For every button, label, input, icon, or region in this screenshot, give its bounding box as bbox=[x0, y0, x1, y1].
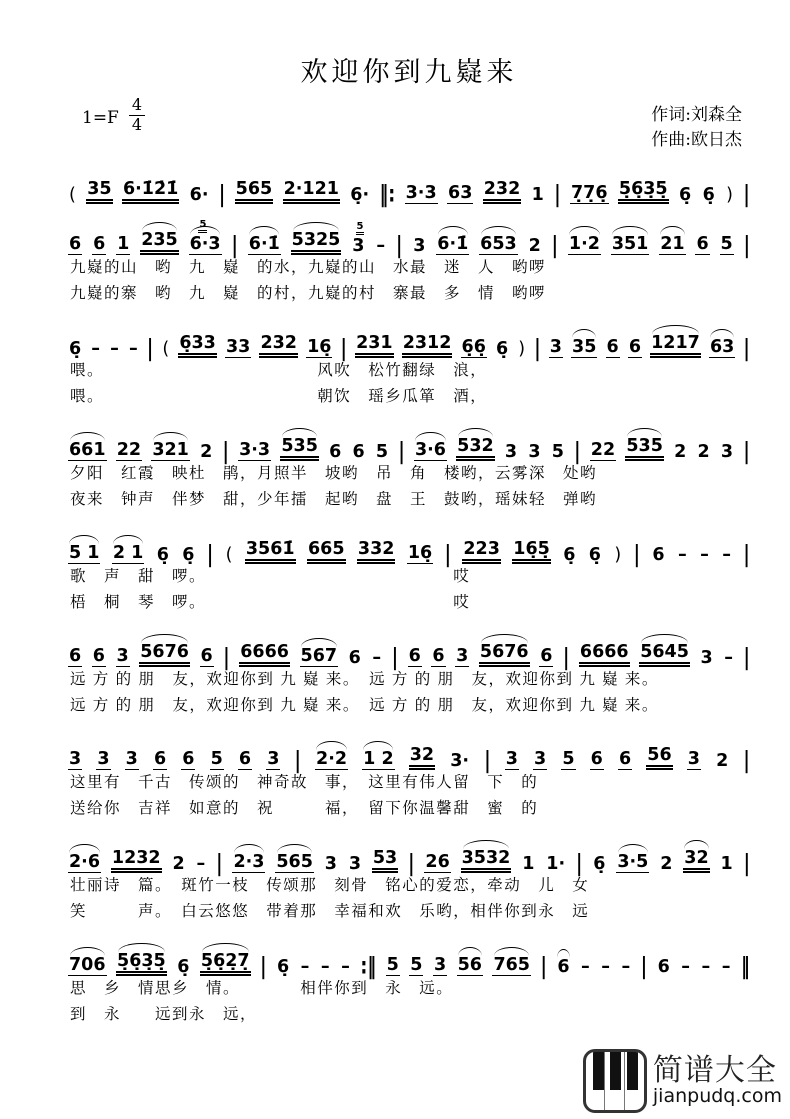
barline: | bbox=[294, 747, 301, 774]
site-watermark bbox=[583, 1049, 782, 1113]
music-system-7 bbox=[68, 832, 750, 925]
slur-icon bbox=[569, 226, 599, 235]
paren: ) bbox=[726, 184, 733, 205]
note-token: 32 bbox=[409, 746, 435, 770]
note-token: 6̣ bbox=[593, 853, 606, 874]
note-token: 6 bbox=[238, 748, 252, 769]
note-token: 1 bbox=[720, 853, 733, 874]
note-token: 16̣ bbox=[307, 336, 332, 357]
barline: | bbox=[484, 747, 491, 774]
paren: ) bbox=[518, 338, 526, 359]
note-token: 3 bbox=[433, 954, 447, 975]
slur-icon bbox=[652, 325, 699, 334]
note-token: 6 bbox=[182, 748, 195, 769]
note-token: 1 2 bbox=[362, 750, 394, 770]
note-token: 6 bbox=[408, 645, 421, 666]
note-token: 3 bbox=[125, 748, 138, 769]
barline: ‖ bbox=[741, 953, 750, 980]
note-token: 6 bbox=[69, 233, 82, 254]
meter-denominator: 4 bbox=[131, 114, 143, 134]
note-token: 1 bbox=[522, 853, 535, 874]
note-token: 2·2 bbox=[315, 750, 348, 770]
dash-beat: – bbox=[372, 647, 382, 668]
note-token: 1217 bbox=[650, 334, 701, 358]
note-token: 6 bbox=[153, 748, 167, 769]
note-token: 6 bbox=[329, 441, 342, 462]
lyricist-credit: 作词:刘森全 bbox=[651, 105, 742, 125]
note-token: 565 bbox=[275, 853, 314, 873]
note-token: 5̣6̣2̣7̣ bbox=[200, 952, 251, 976]
slur-icon bbox=[463, 840, 510, 849]
note-token: 6 bbox=[556, 958, 570, 976]
music-system-4 bbox=[68, 523, 750, 616]
note-token: 2 bbox=[528, 235, 541, 256]
note-token: 2 bbox=[172, 853, 185, 874]
notes-row bbox=[68, 935, 750, 980]
note-token: 63 bbox=[448, 182, 473, 203]
note-token: 35 bbox=[571, 338, 597, 358]
note-token: 5̣6̣3̣5̣ bbox=[116, 952, 167, 976]
barline: | bbox=[408, 850, 415, 877]
note-token: 6 bbox=[606, 336, 619, 357]
dash-beat: – bbox=[700, 544, 709, 565]
note-token: 2·3 bbox=[232, 853, 265, 873]
dash-beat: – bbox=[677, 544, 687, 565]
note-token: 26 bbox=[425, 851, 450, 872]
note-token: 765 bbox=[492, 956, 531, 976]
barline: | bbox=[540, 953, 547, 980]
dash-beat: – bbox=[721, 956, 731, 977]
barline: | bbox=[218, 181, 226, 208]
note-token: 3561̇ bbox=[245, 540, 296, 564]
dash-beat: – bbox=[724, 647, 733, 668]
dash-beat: – bbox=[681, 956, 691, 977]
slur-icon bbox=[301, 638, 336, 647]
note-token: 2·6 bbox=[68, 853, 101, 873]
note-token: 3·6 bbox=[414, 441, 447, 461]
dash-beat: – bbox=[601, 956, 611, 977]
barline: | bbox=[743, 747, 750, 774]
note-token: 6·3 5 bbox=[189, 218, 221, 254]
note-token: 6 bbox=[618, 748, 632, 769]
note-token: 6 bbox=[657, 956, 670, 977]
slur-icon bbox=[438, 226, 468, 235]
note-token: 351 bbox=[611, 235, 650, 255]
barline: | bbox=[562, 644, 570, 671]
barline: | bbox=[223, 644, 230, 671]
note-token: 3 bbox=[456, 645, 469, 666]
slur-icon bbox=[710, 329, 734, 338]
note-token: 3 bbox=[528, 441, 541, 462]
music-system-0 bbox=[68, 163, 750, 208]
notes-row bbox=[68, 523, 750, 568]
note-token: 3· bbox=[450, 750, 470, 771]
note-token: 6̣ bbox=[679, 184, 692, 205]
note-token: 5 bbox=[551, 441, 564, 462]
barline: | bbox=[146, 335, 154, 362]
lyric-line-1: 壮丽诗 篇。 斑竹一枝 传颂那 刻骨 铭心的爱恋，牵动 儿 女 bbox=[70, 877, 590, 894]
note-token: 1·2 bbox=[568, 235, 601, 255]
note-token: 5 bbox=[386, 954, 399, 975]
slur-icon bbox=[481, 634, 528, 643]
slur-icon bbox=[363, 741, 393, 750]
dash-beat: – bbox=[300, 956, 310, 977]
note-token: 532 bbox=[456, 437, 495, 461]
lyric-line-1: 九嶷的山 哟 九 嶷 的水，九嶷的山 水最 迷 人 哟啰 bbox=[70, 259, 547, 276]
music-system-1 bbox=[68, 214, 750, 307]
lyric-line-1: 歌 声 甜 啰。 哎 bbox=[70, 568, 471, 585]
lyric-line-1: 远 方 的 朋 友，欢迎你到 九 嶷 来。 远 方 的 朋 友，欢迎你到 九 嶷 来。 bbox=[70, 671, 659, 688]
dash-beat: – bbox=[320, 956, 330, 977]
note-token: 6̣ bbox=[69, 338, 82, 359]
dash-beat: – bbox=[341, 956, 350, 977]
barline: | bbox=[743, 335, 750, 362]
note-token: 321 bbox=[151, 441, 190, 461]
note-token: 53 bbox=[372, 849, 398, 873]
slur-icon bbox=[141, 634, 188, 643]
lyric-line-1: 这里有 千古 传颂的 神奇故 事， 这里有伟人留 下 的 bbox=[70, 774, 539, 791]
note-token: 22 bbox=[116, 439, 142, 460]
note-token: 6·1̇2̇1̇ bbox=[122, 180, 179, 204]
note-token: 6 bbox=[696, 233, 709, 254]
lyric-line-2: 喂。 朝饮 瑶乡瓜箪 酒， bbox=[70, 388, 488, 405]
slur-icon bbox=[316, 741, 346, 750]
note-token: 6̣ bbox=[588, 544, 601, 565]
barline: | bbox=[743, 541, 750, 568]
note-token: 16̣ bbox=[407, 542, 433, 563]
note-token: 3 bbox=[700, 647, 713, 668]
dash-beat: – bbox=[701, 956, 711, 977]
note-token: 6 bbox=[540, 645, 553, 666]
note-token: 232 bbox=[483, 180, 522, 204]
paren: ( bbox=[225, 544, 233, 565]
note-token: 6·1̇ bbox=[248, 235, 281, 255]
barline: | bbox=[551, 232, 559, 259]
barline: | bbox=[340, 335, 347, 362]
barline: | bbox=[743, 232, 750, 259]
note-token: 3 bbox=[534, 748, 547, 769]
barline: | bbox=[743, 850, 750, 877]
dash-beat: – bbox=[621, 956, 631, 977]
note-token: 35 bbox=[86, 180, 112, 204]
note-token: 6̣33 bbox=[178, 334, 217, 358]
grace-note: 5 bbox=[198, 220, 207, 234]
note-token: 6 bbox=[93, 233, 106, 254]
note-token: 7̣7̣6̣ bbox=[571, 182, 608, 203]
note-token: 6 bbox=[628, 336, 641, 357]
barline: | bbox=[206, 541, 214, 568]
note-token: 5 bbox=[562, 748, 575, 769]
barline: | bbox=[395, 232, 403, 259]
note-token: 1 bbox=[117, 233, 130, 254]
note-token: 5676 bbox=[479, 643, 530, 667]
slur-icon bbox=[572, 329, 596, 338]
lyric-line-2: 到 永 远到永 远， bbox=[70, 1006, 258, 1023]
note-token: 2 bbox=[716, 750, 729, 771]
barline: | bbox=[398, 438, 405, 465]
slur-icon bbox=[277, 844, 312, 853]
composer-credit: 作曲:欧日杰 bbox=[651, 129, 742, 150]
barline: | bbox=[260, 953, 267, 980]
note-token: 653 bbox=[479, 235, 518, 255]
note-token: 6 bbox=[200, 645, 213, 666]
dash-beat: – bbox=[581, 956, 590, 977]
key-signature: 1=F bbox=[82, 108, 119, 129]
lyric-line-2: 送给你 吉祥 如意的 祝 福， 留下你温馨甜 蜜 的 bbox=[70, 800, 539, 817]
notes-row bbox=[68, 214, 750, 259]
barline: | bbox=[222, 438, 229, 465]
dash-beat: – bbox=[110, 338, 119, 359]
music-system-2 bbox=[68, 317, 750, 410]
note-token: 535 bbox=[280, 437, 319, 461]
note-token: 5 1 bbox=[68, 544, 100, 564]
slur-icon bbox=[494, 947, 529, 956]
barline: | bbox=[534, 335, 541, 362]
slur-icon bbox=[458, 947, 482, 956]
music-system-5 bbox=[68, 626, 750, 719]
note-token: 232 bbox=[259, 334, 298, 358]
slur-icon bbox=[618, 844, 648, 853]
slur-icon bbox=[118, 943, 165, 952]
barline: | bbox=[216, 850, 223, 877]
dash-beat: – bbox=[196, 853, 206, 874]
note-token: 3 bbox=[97, 748, 110, 769]
note-token: 6·1̇ bbox=[436, 235, 469, 255]
note-token: 5645 bbox=[639, 643, 690, 667]
slur-icon bbox=[612, 226, 647, 235]
note-token: 3 bbox=[69, 748, 82, 769]
note-token: 6666 bbox=[239, 643, 290, 667]
music-system-6 bbox=[68, 729, 750, 822]
credits bbox=[651, 103, 742, 152]
dash-beat: – bbox=[722, 544, 731, 565]
note-token: 5̣6̣3̣5̣ bbox=[618, 180, 669, 204]
note-token: 6̣ bbox=[496, 338, 509, 359]
note-token: 1· bbox=[546, 853, 566, 874]
slur-icon bbox=[293, 222, 340, 231]
notes-row bbox=[68, 163, 750, 208]
note-token: 5325 bbox=[291, 231, 342, 255]
slur-icon bbox=[282, 428, 317, 437]
barline: | bbox=[575, 850, 583, 877]
time-signature bbox=[129, 97, 145, 134]
note-token: 3·3 bbox=[239, 439, 271, 460]
note-token: 6 bbox=[590, 748, 603, 769]
note-token: 5 bbox=[210, 748, 223, 769]
site-name: 简谱大全 bbox=[652, 1054, 777, 1088]
note-token: 21 bbox=[659, 235, 685, 255]
slur-icon bbox=[142, 222, 177, 231]
note-token: 6 bbox=[352, 441, 365, 462]
grace-note: 5 bbox=[356, 222, 365, 236]
barline: | bbox=[444, 541, 451, 568]
barline: | bbox=[743, 438, 750, 465]
lyric-line-2: 远 方 的 朋 友，欢迎你到 九 嶷 来。 远 方 的 朋 友，欢迎你到 九 嶷 来。 bbox=[70, 697, 659, 714]
note-token: 6̣ bbox=[156, 544, 169, 565]
note-token: 6 bbox=[652, 544, 665, 565]
barline: :‖ bbox=[360, 953, 377, 980]
slur-icon bbox=[113, 535, 143, 544]
slur-icon bbox=[70, 947, 105, 956]
note-token: 3·3 bbox=[405, 182, 437, 203]
note-token: 6̣ bbox=[276, 956, 290, 977]
barline: | bbox=[743, 181, 750, 208]
note-token: 3·5 bbox=[616, 853, 649, 873]
notes-row bbox=[68, 420, 750, 465]
slur-icon bbox=[415, 432, 445, 441]
note-token: 332 bbox=[357, 540, 396, 564]
barline: | bbox=[640, 953, 648, 980]
barline: | bbox=[743, 644, 750, 671]
barline: | bbox=[391, 644, 399, 671]
lyric-line-2: 笑 声。 白云悠悠 带着那 幸福和欢 乐哟，相伴你到永 远 bbox=[70, 903, 590, 920]
note-token: 2 1 bbox=[112, 544, 144, 564]
note-token: 1 bbox=[531, 184, 544, 205]
note-token: 32 bbox=[683, 849, 709, 873]
note-token: 706 bbox=[68, 956, 107, 976]
slur-icon bbox=[153, 432, 188, 441]
slur-icon bbox=[684, 840, 708, 849]
note-token: 3 bbox=[348, 853, 361, 874]
dash-beat: – bbox=[129, 338, 138, 359]
note-token: 16̣5̣ bbox=[512, 540, 551, 564]
note-token: 22 bbox=[590, 439, 616, 460]
barline: | bbox=[554, 181, 561, 208]
note-token: 2 bbox=[200, 441, 213, 462]
note-token: 5 bbox=[410, 954, 423, 975]
note-token: 231 bbox=[355, 334, 394, 358]
paren: ( bbox=[162, 338, 170, 359]
note-token: 3 bbox=[720, 441, 734, 462]
note-token: 2312 bbox=[402, 334, 453, 358]
key-and-meter bbox=[82, 95, 145, 134]
slur-icon bbox=[458, 428, 493, 437]
note-token: 567 bbox=[300, 647, 339, 667]
note-token: 6· bbox=[189, 184, 209, 205]
note-token: 6̣6̣ bbox=[461, 336, 486, 357]
slur-icon bbox=[234, 844, 264, 853]
music-system-8 bbox=[68, 935, 750, 1028]
paren: ) bbox=[614, 544, 622, 565]
note-token: 2 bbox=[660, 853, 673, 874]
note-token: 6̣ bbox=[177, 956, 190, 977]
note-token: 2 bbox=[697, 441, 710, 462]
lyric-line-1: 夕阳 红霞 映杜 鹃，月照半 坡哟 吊 角 楼哟，云雾深 处哟 bbox=[70, 465, 598, 482]
note-token: 6 bbox=[69, 645, 82, 666]
notes-row bbox=[68, 626, 750, 671]
slur-icon bbox=[70, 432, 105, 441]
note-token: 2 bbox=[674, 441, 687, 462]
note-token: 3532 bbox=[461, 849, 512, 873]
note-token: 223 bbox=[462, 540, 501, 564]
note-token: 56 bbox=[457, 956, 483, 976]
slur-icon bbox=[641, 634, 688, 643]
note-token: 661 bbox=[68, 441, 107, 461]
score-header bbox=[68, 95, 750, 155]
note-token: 3 bbox=[687, 748, 700, 769]
slur-icon bbox=[69, 535, 99, 544]
note-token: 6̣ bbox=[182, 544, 195, 565]
note-token: 33 bbox=[225, 336, 251, 357]
barline: | bbox=[574, 438, 581, 465]
note-token: 3 bbox=[267, 748, 280, 769]
piano-keys-icon bbox=[583, 1049, 647, 1113]
barline: | bbox=[231, 232, 238, 259]
lyric-line-2: 梧 桐 琴 啰。 哎 bbox=[70, 594, 471, 611]
barline: | bbox=[633, 541, 640, 568]
paren: ( bbox=[69, 184, 76, 205]
barline: ‖: bbox=[379, 181, 396, 208]
lyric-line-1: 思 乡 情思乡 情。 相伴你到 永 远。 bbox=[70, 980, 454, 997]
note-token: 63 bbox=[709, 338, 735, 358]
note-token: 3 bbox=[505, 748, 518, 769]
notes-row bbox=[68, 832, 750, 877]
note-token: 6666 bbox=[579, 643, 630, 667]
note-token: 3 bbox=[413, 235, 426, 256]
watermark-text bbox=[653, 1055, 782, 1106]
music-system-3 bbox=[68, 420, 750, 513]
note-token: 665 bbox=[307, 540, 346, 564]
site-url: jianpudq.com bbox=[652, 1084, 782, 1107]
note-token: 6̣ bbox=[563, 544, 576, 565]
note-token: 5676 bbox=[139, 643, 190, 667]
note-token: 5 bbox=[720, 233, 733, 254]
song-title: 欢迎你到九嶷来 bbox=[300, 57, 518, 88]
slur-icon bbox=[69, 844, 99, 853]
note-token: 5 bbox=[375, 441, 389, 462]
note-token: 56 bbox=[646, 746, 672, 770]
slur-icon bbox=[627, 428, 662, 437]
dash-beat: – bbox=[376, 235, 386, 256]
note-token: 3 5 bbox=[352, 220, 365, 256]
note-token: 6 bbox=[432, 645, 445, 666]
note-token: 3 bbox=[504, 441, 518, 462]
note-token: 3 bbox=[116, 645, 129, 666]
slur-icon bbox=[557, 949, 570, 958]
note-token: 1232 bbox=[111, 849, 162, 873]
slur-icon bbox=[660, 226, 684, 235]
note-token: 2·121 bbox=[283, 180, 340, 204]
note-token: 6 bbox=[348, 647, 361, 668]
slur-icon bbox=[202, 943, 249, 952]
note-token: 6̣ bbox=[702, 184, 715, 205]
note-token: 6̣· bbox=[350, 184, 370, 205]
slur-icon bbox=[249, 226, 279, 235]
lyric-line-2: 夜来 钟声 伴梦 甜，少年擂 起哟 盘 王 鼓哟，瑶妹轻 弹哟 bbox=[70, 491, 598, 508]
meter-numerator: 4 bbox=[129, 97, 145, 116]
score bbox=[68, 163, 750, 1028]
note-token: 3 bbox=[549, 336, 562, 357]
lyric-line-2: 九嶷的寨 哟 九 嶷 的村，九嶷的村 寨最 多 情 哟啰 bbox=[70, 285, 547, 302]
notes-row bbox=[68, 317, 750, 362]
note-token: 3 bbox=[324, 853, 337, 874]
dash-beat: – bbox=[91, 338, 101, 359]
notes-row bbox=[68, 729, 750, 774]
note-token: 535 bbox=[625, 437, 664, 461]
note-token: 6 bbox=[92, 645, 105, 666]
note-token: 235 bbox=[140, 231, 179, 255]
slur-icon bbox=[481, 226, 516, 235]
note-token: 565 bbox=[235, 180, 274, 204]
lyric-line-1: 喂。 风吹 松竹翻绿 浪， bbox=[70, 362, 488, 379]
